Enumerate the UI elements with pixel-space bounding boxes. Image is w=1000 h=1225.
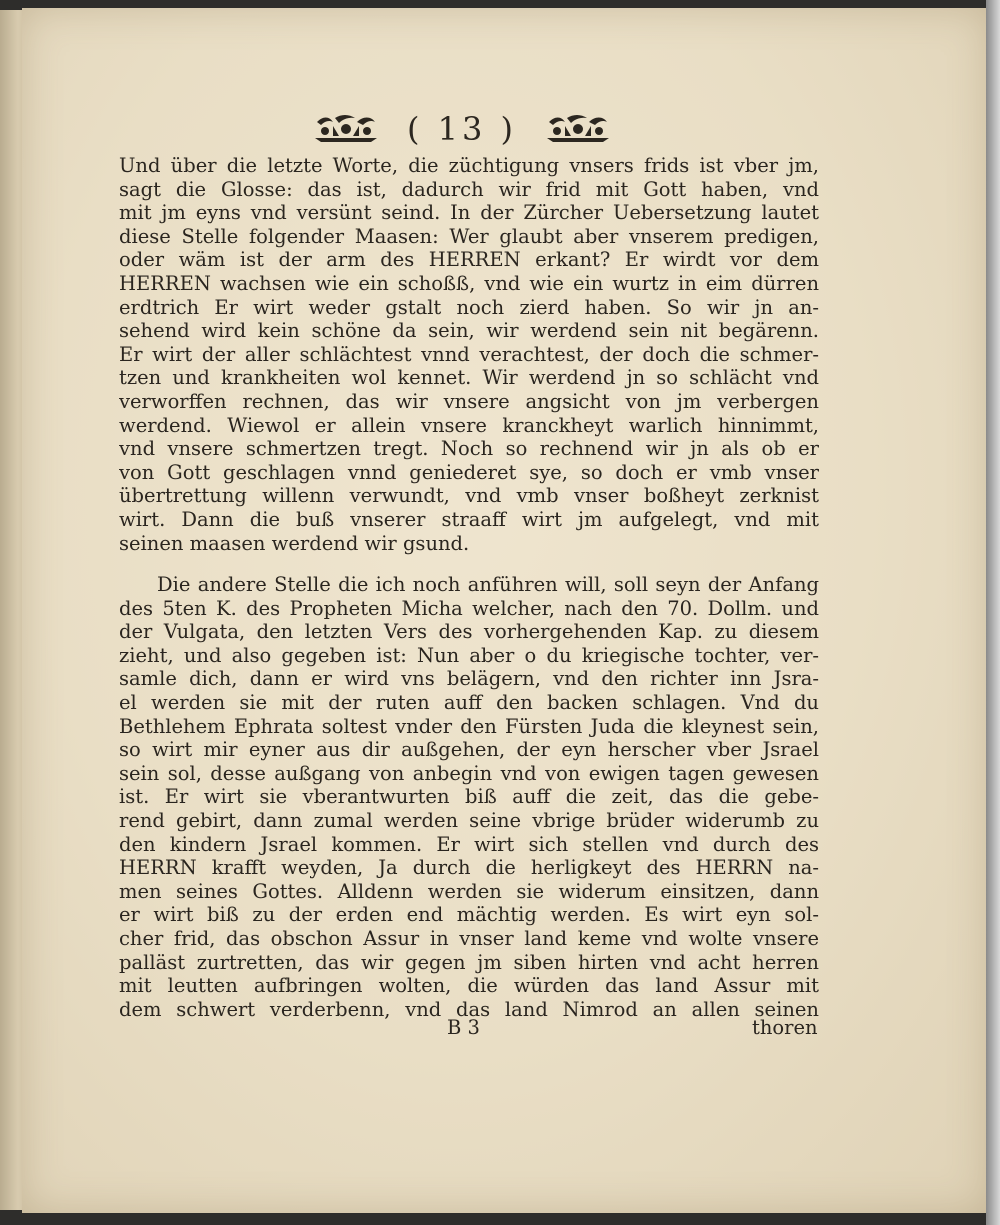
- text-line: dem schwert verderbenn, vnd das land Nimrod an allen seinen: [119, 997, 819, 1021]
- text-line: der Vulgata, den letzten Vers des vorhergehenden Kap. zu diesem: [119, 620, 819, 644]
- fleuron-left-icon: [313, 114, 379, 144]
- text-line: wirt. Dann die buß vnserer straaff wirt jm aufgelegt, vnd mit: [119, 507, 819, 531]
- text-line: tzen und krankheiten wol kennet. Wir werdend jn so schlächt vnd: [119, 366, 819, 390]
- text-line: so wirt mir eyner aus dir außgehen, der eyn herscher vber Jsrael: [119, 738, 819, 762]
- paragraph-glosse: [119, 154, 819, 555]
- text-line: er wirt biß zu der erden end mächtig werden. Es wirt eyn sol-: [119, 903, 819, 927]
- text-line: von Gott geschlagen vnnd geniederet sye, so doch er vmb vnser: [119, 460, 819, 484]
- text-line: diese Stelle folgender Maasen: Wer glaubt aber vnserem predigen,: [119, 224, 819, 248]
- text-line: mit leutten aufbringen wolten, die würden das land Assur mit: [119, 974, 819, 998]
- book-page: [22, 8, 988, 1213]
- text-line: men seines Gottes. Alldenn werden sie widerum einsitzen, dann: [119, 879, 819, 903]
- text-line: palläst zurtretten, das wir gegen jm siben hirten vnd acht herren: [119, 950, 819, 974]
- text-line: übertrettung willenn verwundt, vnd vmb vnser boßheyt zerknist: [119, 484, 819, 508]
- text-line: zieht, und also gegeben ist: Nun aber o du kriegische tochter, ver-: [119, 643, 819, 667]
- text-line: sein sol, desse außgang von anbegin vnd von ewigen tagen gewesen: [119, 761, 819, 785]
- text-line: des 5ten K. des Propheten Micha welcher, nach den 70. Dollm. und: [119, 596, 819, 620]
- text-line: el werden sie mit der ruten auff den backen schlagen. Vnd du: [119, 690, 819, 714]
- text-line: erdtrich Er wirt weder gstalt noch zierd haben. So wir jn an-: [119, 295, 819, 319]
- page-header: [22, 104, 902, 154]
- text-line: Er wirt der aller schlächtest vnnd verachtest, der doch die schmer-: [119, 342, 819, 366]
- text-line: oder wäm ist der arm des HERREN erkant? Er wirdt vor dem: [119, 248, 819, 272]
- page-number: ( 13 ): [406, 110, 518, 148]
- text-line: HERRN krafft weyden, Ja durch die herligkeyt des HERRN na-: [119, 856, 819, 880]
- text-line: den kindern Jsrael kommen. Er wirt sich stellen vnd durch des: [119, 832, 819, 856]
- text-line: HERREN wachsen wie ein schoßß, vnd wie ein wurtz in eim dürren: [119, 271, 819, 295]
- text-line: sagt die Glosse: das ist, dadurch wir frid mit Gott haben, vnd: [119, 177, 819, 201]
- text-line: sehend wird kein schöne da sein, wir werdend sein nit begärenn.: [119, 319, 819, 343]
- text-line: seinen maasen werdend wir gsund.: [119, 531, 470, 555]
- text-line: ist. Er wirt sie vberantwurten biß auff die zeit, das die gebe-: [119, 785, 819, 809]
- scanner-edge-shadow: [986, 0, 1000, 1225]
- text-line: mit jm eyns vnd versünt seind. In der Zürcher Uebersetzung lautet: [119, 201, 819, 225]
- signature-mark: B 3: [447, 1016, 480, 1039]
- text-line: samle dich, dann er wird vns belägern, vnd den richter inn Jsra-: [119, 667, 819, 691]
- page-footer: [22, 1016, 902, 1040]
- paragraph-micha: [119, 573, 819, 1021]
- text-line: Bethlehem Ephrata soltest vnder den Fürsten Juda die kleynest sein,: [119, 714, 819, 738]
- text-line: verworffen rechnen, das wir vnsere angsicht von jm verbergen: [119, 389, 819, 413]
- text-line: Und über die letzte Worte, die züchtigung vnsers frids ist vber jm,: [119, 154, 819, 177]
- text-line: vnd vnsere schmertzen tregt. Noch so rechnend wir jn als ob er: [119, 437, 819, 461]
- text-line: Die andere Stelle die ich noch anführen will, soll seyn der Anfang: [157, 573, 819, 596]
- fleuron-right-icon: [545, 114, 611, 144]
- text-line: werdend. Wiewol er allein vnsere kranckheyt warlich hinnimmt,: [119, 413, 819, 437]
- text-line: cher frid, das obschon Assur in vnser land keme vnd wolte vnsere: [119, 926, 819, 950]
- text-line: rend gebirt, dann zumal werden seine vbrige brüder widerumb zu: [119, 808, 819, 832]
- catchword: thoren: [752, 1016, 818, 1039]
